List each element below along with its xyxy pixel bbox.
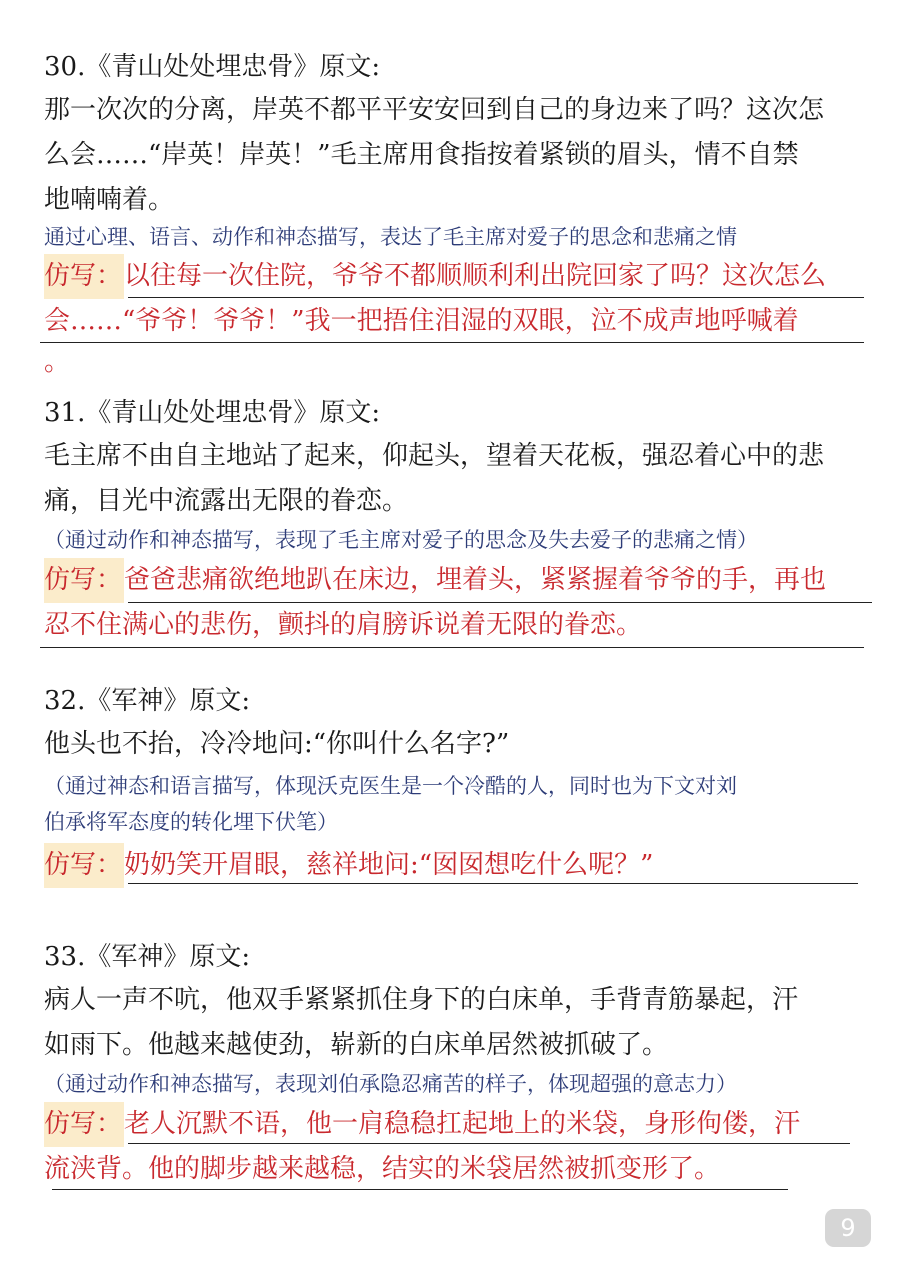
underline xyxy=(128,883,858,884)
imitation-line xyxy=(44,558,866,603)
section-33-note xyxy=(44,1066,866,1102)
section-33-original xyxy=(44,978,866,1068)
imitation-line xyxy=(44,254,866,299)
imitation-label: 仿写： xyxy=(44,843,124,888)
section-title: 31.《青山处处埋忠骨》原文: xyxy=(44,398,381,428)
imitation-text: 老人沉默不语，他一肩稳稳扛起地上的米袋，身形佝偻，汗 xyxy=(124,1109,801,1139)
section-30-imitation xyxy=(44,254,866,380)
section-31-original xyxy=(44,434,866,524)
imitation-label: 仿写： xyxy=(44,1102,124,1147)
imitation-line xyxy=(44,1102,866,1147)
analysis-note: 伯承将军态度的转化埋下伏笔） xyxy=(44,810,338,834)
underline xyxy=(128,602,872,603)
section-33-imitation xyxy=(44,1102,866,1192)
imitation-text: 爸爸悲痛欲绝地趴在床边，埋着头，紧紧握着爷爷的手，再也 xyxy=(124,565,827,595)
original-line: 如雨下。他越来越使劲，崭新的白床单居然被抓破了。 xyxy=(44,1030,669,1060)
underline xyxy=(128,1143,850,1144)
analysis-note: 通过心理、语言、动作和神态描写，表达了毛主席对爱子的思念和悲痛之情 xyxy=(44,225,737,249)
underline xyxy=(128,297,864,298)
imitation-line: 忍不住满心的悲伤，颤抖的肩膀诉说着无限的眷恋。 xyxy=(44,610,643,640)
section-title: 32.《军神》原文: xyxy=(44,686,251,716)
section-32-original xyxy=(44,722,866,767)
section-31-note xyxy=(44,522,866,558)
original-line: 地喃喃着。 xyxy=(44,185,175,215)
imitation-line: 。 xyxy=(44,347,71,377)
section-31-imitation xyxy=(44,558,866,648)
imitation-label: 仿写： xyxy=(44,558,124,603)
imitation-label: 仿写： xyxy=(44,254,124,299)
imitation-line xyxy=(44,843,866,888)
original-line: 病人一声不吭，他双手紧紧抓住身下的白床单，手背青筋暴起，汗 xyxy=(44,985,799,1015)
section-31 xyxy=(44,396,866,430)
original-line: 毛主席不由自主地站了起来，仰起头，望着天花板，强忍着心中的悲 xyxy=(44,441,825,471)
section-32-imitation xyxy=(44,843,866,888)
underline xyxy=(52,1189,788,1190)
section-30 xyxy=(44,50,866,84)
analysis-note: （通过动作和神态描写，表现了毛主席对爱子的思念及失去爱子的悲痛之情） xyxy=(44,528,758,552)
imitation-line: 流浃背。他的脚步越来越稳，结实的米袋居然被抓变形了。 xyxy=(44,1154,721,1184)
imitation-line: 会……“爷爷！爷爷！”我一把捂住泪湿的双眼，泣不成声地呼喊着 xyxy=(44,306,799,336)
original-line: 那一次次的分离，岸英不都平平安安回到自己的身边来了吗？这次怎 xyxy=(44,95,825,125)
original-line: 么会……“岸英！岸英！”毛主席用食指按着紧锁的眉头，情不自禁 xyxy=(44,140,799,170)
section-33 xyxy=(44,940,866,974)
original-line: 他头也不抬，冷冷地问:“你叫什么名字?” xyxy=(44,729,510,759)
underline xyxy=(40,647,864,648)
section-30-original xyxy=(44,88,866,223)
original-line: 痛，目光中流露出无限的眷恋。 xyxy=(44,486,409,516)
imitation-text: 以往每一次住院，爷爷不都顺顺利利出院回家了吗？这次怎么 xyxy=(124,261,827,291)
page-number-badge: 9 xyxy=(825,1209,871,1247)
section-title: 33.《军神》原文: xyxy=(44,942,251,972)
underline xyxy=(40,342,864,343)
analysis-note: （通过动作和神态描写，表现刘伯承隐忍痛苦的样子，体现超强的意志力） xyxy=(44,1072,737,1096)
section-title: 30.《青山处处埋忠骨》原文: xyxy=(44,52,381,82)
analysis-note: （通过神态和语言描写，体现沃克医生是一个冷酷的人，同时也为下文对刘 xyxy=(44,774,737,798)
section-30-note xyxy=(44,219,866,255)
section-32 xyxy=(44,684,866,718)
section-32-note xyxy=(44,768,866,840)
imitation-text: 奶奶笑开眉眼，慈祥地问:“囡囡想吃什么呢？” xyxy=(124,850,654,880)
